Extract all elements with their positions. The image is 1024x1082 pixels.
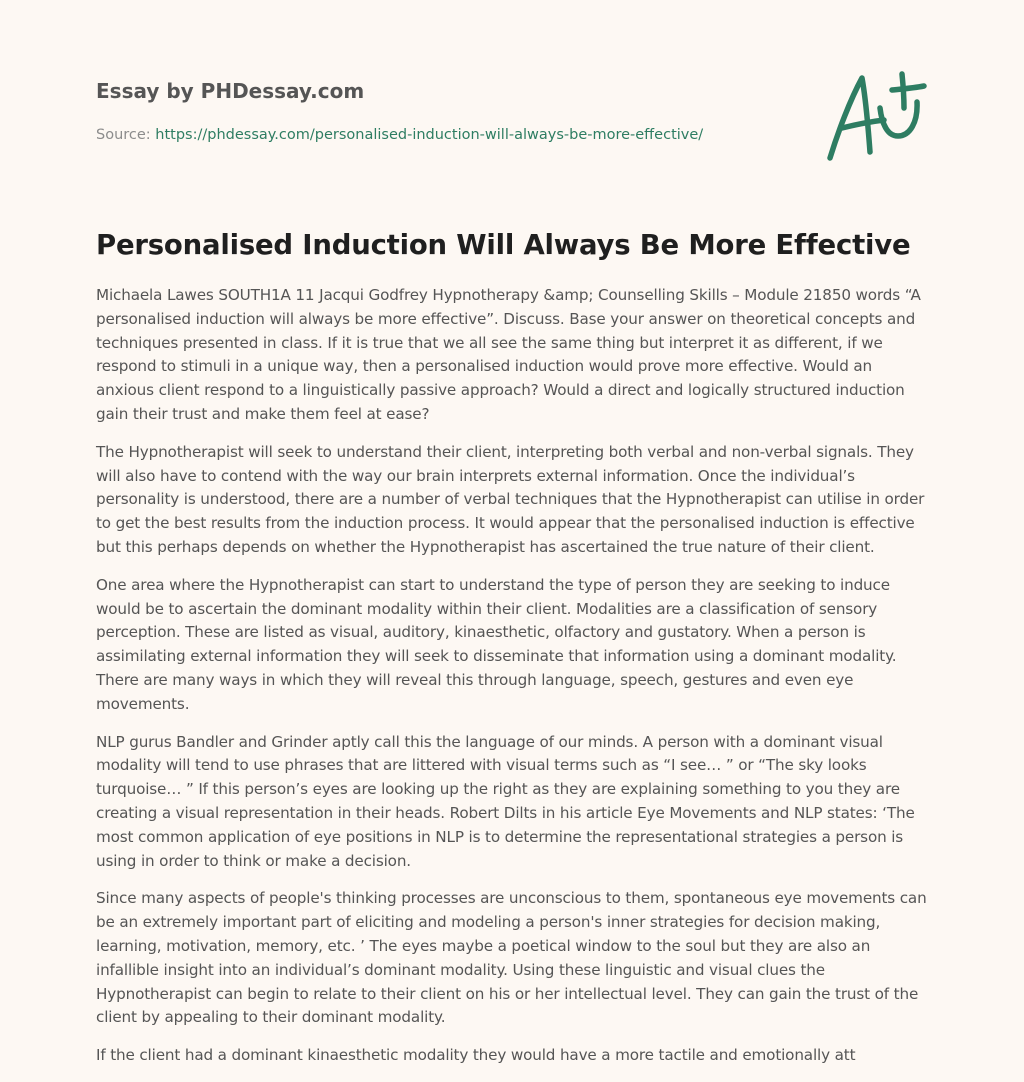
essay-body: [96, 284, 930, 1082]
a-plus-logo-icon: [822, 70, 928, 164]
source-label: Source:: [96, 127, 151, 143]
site-title: Essay by PHDessay.com: [96, 79, 365, 103]
essay-paragraph-truncated: If the client had a dominant kinaesthetic modality they would have a more tactile and emotionally att: [96, 1046, 856, 1065]
page-header: [96, 78, 796, 145]
essay-paragraph: NLP gurus Bandler and Grinder aptly call this the language of our minds. A person with a dominant visual modality will tend to use phrases that are littered with visual terms such as “I see… ” or “The sky looks turquoise… ” If this person’s eyes are looking up the right as they are explaining something to you they are creating a visual representation in their heads. Robert Dilts in his article Eye Movements and NLP states: ‘The most common application of eye positions in NLP is to determine the representational strategies a person is using in order to think or make a decision.: [96, 732, 915, 870]
essay-paragraph: The Hypnotherapist will seek to understand their client, interpreting both verbal and non-verbal signals. They will also have to contend with the way our brain interprets external information. Once the individual’s personality is understood, there are a number of verbal techniques that the Hypnotherapist can utilise in order to get the best results from the induction process. It would appear that the personalised induction is effective but this perhaps depends on whether the Hypnotherapist has ascertained the true nature of their client.: [96, 442, 925, 556]
a-plus-logo: [822, 70, 928, 164]
essay-paragraph: One area where the Hypnotherapist can start to understand the type of person they are seeking to induce would be to ascertain the dominant modality within their client. Modalities are a classification of sensory perception. These are listed as visual, auditory, kinaesthetic, olfactory and gustatory. When a person is assimilating external information they will seek to disseminate that information using a dominant modality. There are many ways in which they will reveal this through language, speech, gestures and even eye movements.: [96, 575, 897, 713]
essay-paragraph: Since many aspects of people's thinking processes are unconscious to them, spontaneous eye movements can be an extremely important part of eliciting and modeling a person's inner strategies for decision making, learning, motivation, memory, etc. ’ The eyes maybe a poetical window to the soul but they are also an infallible insight into an individual’s dominant modality. Using these linguistic and visual clues the Hypnotherapist can begin to relate to their client on his or her intellectual level. They can gain the trust of the client by appealing to their dominant modality.: [96, 889, 927, 1027]
essay-paragraph: Michaela Lawes SOUTH1A 11 Jacqui Godfrey Hypnotherapy &amp; Counselling Skills – Module 21850 words “A personalised induction will always be more effective”. Discuss. Base your answer on theoretical concepts and techniques presented in class. If it is true that we all see the same thing but interpret it as different, if we respond to stimuli in a unique way, then a personalised induction would prove more effective. Would an anxious client respond to a linguistically passive approach? Would a direct and logically structured induction gain their trust and make them feel at ease?: [96, 286, 921, 423]
essay-title: Personalised Induction Will Always Be More Effective: [96, 229, 911, 261]
source-link[interactable]: https://phdessay.com/personalised-induction-will-always-be-more-effective/: [155, 127, 704, 143]
source-line: [96, 125, 796, 145]
